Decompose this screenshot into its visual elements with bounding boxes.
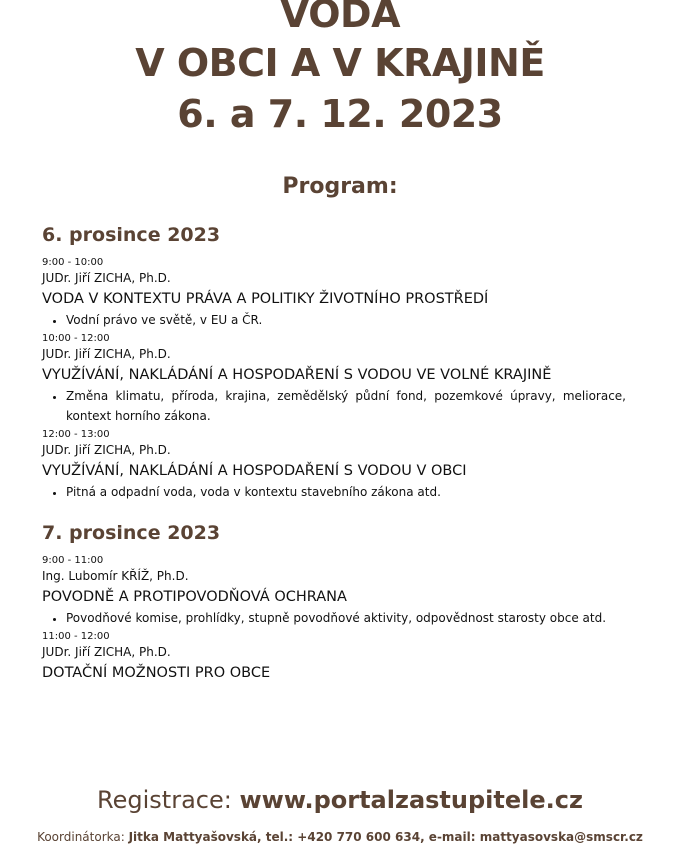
session-bullets [42,608,626,628]
session-speaker: JUDr. Jiří ZICHA, Ph.D. [42,347,171,361]
session-title: DOTAČNÍ MOŽNOSTI PRO OBCE [42,665,271,681]
coordinator-label: Koordinátorka: [37,830,125,844]
session [42,256,626,330]
program-heading: Program: [282,174,398,199]
session [42,554,626,628]
session-bullets [42,482,626,502]
session-bullet: • Vodní právo ve světě, v EU a ČR. [66,310,626,330]
day-heading: 6. prosince 2023 [42,224,221,246]
session-time: 9:00 - 10:00 [42,257,104,268]
event-dates: 6. a 7. 12. 2023 [177,92,503,136]
session [42,630,626,684]
session-bullet: • Změna klimatu, příroda, krajina, zemědělský půdní fond, pozemkové úpravy, meliorace, kontext horního zákona. [66,386,626,426]
day-heading: 7. prosince 2023 [42,522,221,544]
registration-label: Registrace: [97,786,232,814]
coordinator-contact [0,830,680,844]
session-bullets [42,310,626,330]
registration-link[interactable]: www.portalzastupitele.cz [239,786,583,814]
session [42,332,626,426]
session-speaker: JUDr. Jiří ZICHA, Ph.D. [42,443,171,457]
session [42,428,626,502]
registration [0,786,680,814]
event-title-line-2: V OBCI A V KRAJINĚ [135,41,545,85]
session-bullet: • Povodňové komise, prohlídky, stupně povodňové aktivity, odpovědnost starosty obce atd. [66,608,626,628]
session-time: 11:00 - 12:00 [42,631,110,642]
session-speaker: Ing. Lubomír KŘÍŽ, Ph.D. [42,569,189,583]
event-title-line-1: VODA [280,0,400,36]
session-title: VYUŽÍVÁNÍ, NAKLÁDÁNÍ A HOSPODAŘENÍ S VODOU V OBCI [42,463,467,479]
program-schedule [42,222,626,684]
session-title: VODA V KONTEXTU PRÁVA A POLITIKY ŽIVOTNÍHO PROSTŘEDÍ [42,291,489,307]
session-title: VYUŽÍVÁNÍ, NAKLÁDÁNÍ A HOSPODAŘENÍ S VODOU VE VOLNÉ KRAJINĚ [42,367,552,383]
session-time: 12:00 - 13:00 [42,429,110,440]
coordinator-details: Jitka Mattyašovská, tel.: +420 770 600 634, e-mail: mattyasovska@smscr.cz [128,830,643,844]
session-bullet: • Pitná a odpadní voda, voda v kontextu stavebního zákona atd. [66,482,626,502]
session-speaker: JUDr. Jiří ZICHA, Ph.D. [42,271,171,285]
session-title: POVODNĚ A PROTIPOVODŇOVÁ OCHRANA [42,589,347,605]
session-bullets [42,386,626,426]
session-time: 10:00 - 12:00 [42,333,110,344]
session-time: 9:00 - 11:00 [42,555,104,566]
session-speaker: JUDr. Jiří ZICHA, Ph.D. [42,645,171,659]
